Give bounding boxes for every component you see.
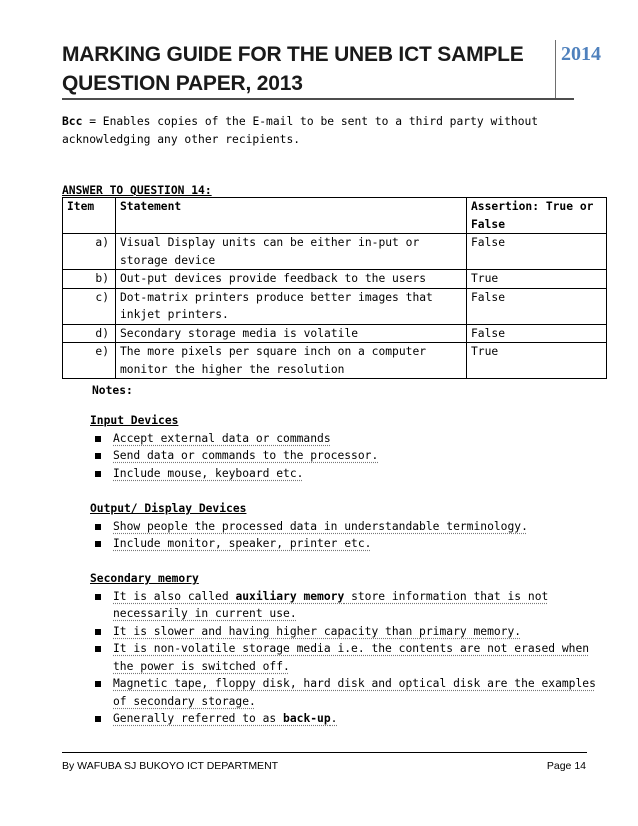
bullet-icon	[95, 716, 101, 722]
row-statement: Dot-matrix printers produce better images that inkjet printers.	[116, 288, 467, 324]
row-item: e)	[63, 343, 116, 379]
secondary-memory-section	[90, 570, 610, 728]
row-item: b)	[63, 270, 116, 289]
question-heading: ANSWER TO QUESTION 14:	[62, 184, 212, 197]
notes-title: Notes:	[92, 384, 133, 397]
bold-term: auxiliary memory	[235, 589, 345, 603]
bullet-icon	[95, 436, 101, 442]
text-segment: Generally referred to as	[113, 712, 284, 725]
list-item-text: It is non-volatile storage media i.e. the contents are not erased when the power is switched off.	[113, 642, 590, 673]
table-header-row	[63, 198, 607, 234]
table-row	[63, 270, 607, 289]
row-item: d)	[63, 324, 116, 343]
input-devices-section	[90, 412, 610, 482]
header-statement: Statement	[116, 198, 467, 234]
row-assertion: False	[467, 234, 607, 270]
table-row	[63, 234, 607, 270]
row-statement: Secondary storage media is volatile	[116, 324, 467, 343]
list-item	[90, 447, 610, 465]
list-item-text	[113, 590, 548, 621]
row-assertion: False	[467, 324, 607, 343]
list-item-text: Send data or commands to the processor.	[113, 449, 379, 462]
bcc-term: Bcc	[62, 115, 83, 128]
bullet-icon	[95, 453, 101, 459]
table-row	[63, 324, 607, 343]
row-assertion: True	[467, 270, 607, 289]
header-assertion: Assertion: True or False	[467, 198, 607, 234]
row-item: a)	[63, 234, 116, 270]
bullet-list	[90, 518, 610, 553]
list-item-text: Include mouse, keyboard etc.	[113, 466, 304, 480]
section-title: Secondary memory	[90, 572, 199, 585]
list-item-text	[113, 712, 337, 725]
header-year: 2014	[561, 43, 601, 65]
bullet-icon	[95, 646, 101, 652]
row-assertion: True	[467, 343, 607, 379]
footer-author: By WAFUBA SJ BUKOYO ICT DEPARTMENT	[62, 760, 279, 772]
document-title: MARKING GUIDE FOR THE UNEB ICT SAMPLE QUESTION PAPER, 2013	[62, 43, 524, 95]
list-item	[90, 518, 610, 536]
header-divider	[555, 40, 556, 98]
list-item-text: Accept external data or commands	[113, 431, 331, 445]
bcc-definition	[62, 113, 582, 148]
list-item	[90, 710, 610, 728]
bullet-icon	[95, 541, 101, 547]
row-item: c)	[63, 288, 116, 324]
page-number: Page 14	[546, 760, 586, 772]
row-statement: The more pixels per square inch on a computer monitor the higher the resolution	[116, 343, 467, 379]
table-row	[63, 288, 607, 324]
bold-term: back-up	[283, 712, 331, 725]
list-item	[90, 675, 610, 710]
row-statement: Visual Display units can be either in-put or storage device	[116, 234, 467, 270]
list-item	[90, 430, 610, 448]
list-item-text: Show people the processed data in understandable terminology.	[113, 519, 528, 533]
output-devices-section	[90, 500, 610, 553]
row-assertion: False	[467, 288, 607, 324]
footer-rule	[62, 752, 587, 753]
list-item	[90, 588, 610, 623]
text-segment: .	[330, 712, 338, 725]
bullet-icon	[95, 629, 101, 635]
answer-table	[62, 197, 607, 379]
section-title: Output/ Display Devices	[90, 502, 247, 515]
bullet-icon	[95, 681, 101, 687]
bullet-icon	[95, 471, 101, 477]
list-item	[90, 623, 610, 641]
row-statement: Out-put devices provide feedback to the users	[116, 270, 467, 289]
list-item-text: It is slower and having higher capacity than primary memory.	[113, 624, 522, 638]
list-item	[90, 535, 610, 553]
bullet-list	[90, 430, 610, 483]
bullet-icon	[95, 594, 101, 600]
text-segment: store information that is not necessarily in current use.	[113, 589, 549, 620]
section-title: Input Devices	[90, 414, 179, 427]
list-item	[90, 640, 610, 675]
bullet-icon	[95, 524, 101, 530]
list-item-text: Magnetic tape, floppy disk, hard disk and optical disk are the examples of secondary storage.	[113, 677, 596, 708]
text-segment: It is also called	[113, 589, 236, 603]
page-header	[62, 40, 601, 98]
list-item	[90, 465, 610, 483]
header-rule	[62, 98, 574, 100]
bullet-list	[90, 588, 610, 728]
table-row	[63, 343, 607, 379]
bcc-text: = Enables copies of the E-mail to be sent to a third party without acknowledging any other recipients.	[62, 115, 539, 146]
header-item: Item	[63, 198, 116, 234]
list-item-text: Include monitor, speaker, printer etc.	[113, 537, 372, 550]
